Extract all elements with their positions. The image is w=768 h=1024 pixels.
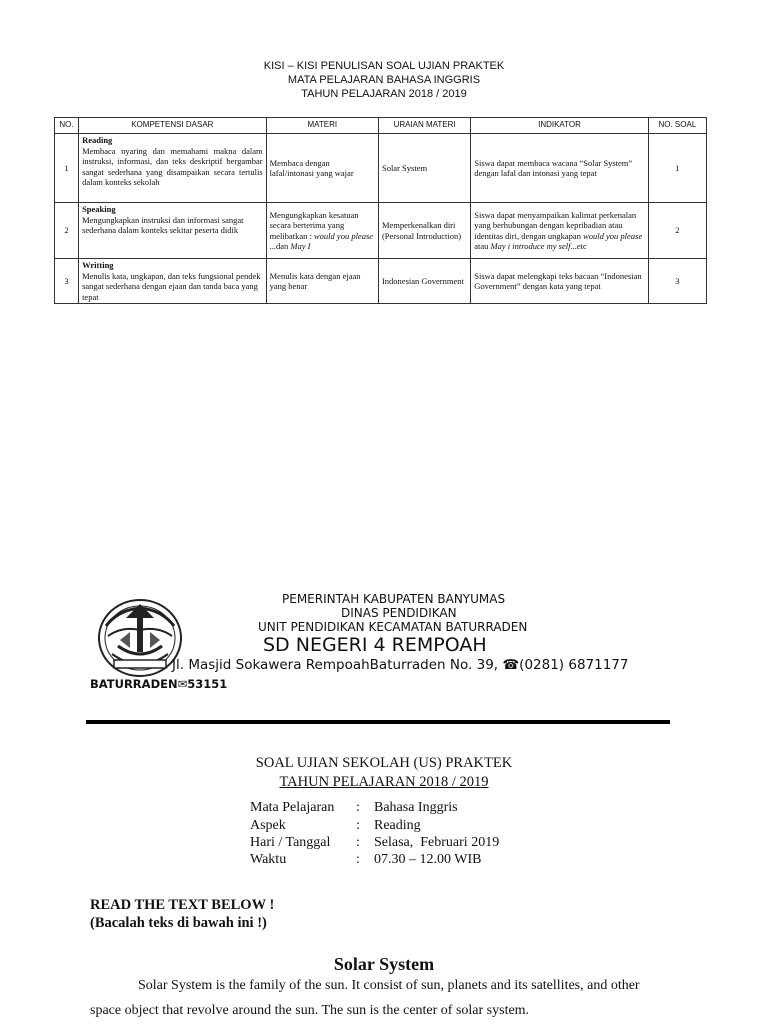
indikator-text-b: atau — [474, 241, 491, 251]
row-uraian: Solar System — [378, 134, 470, 203]
row-materi: Menulis kata dengan ejaan yang benar — [266, 259, 378, 304]
school-name: SD NEGERI 4 REMPOAH — [263, 634, 487, 656]
kisi-header-row — [55, 118, 707, 134]
materi-italic-2: May I — [290, 241, 311, 251]
instruction-english: READ THE TEXT BELOW ! — [90, 897, 275, 913]
row-kompetensi — [79, 134, 267, 203]
col-header-materi: MATERI — [266, 118, 378, 134]
col-header-no-soal: NO. SOAL — [648, 118, 706, 134]
school-address: Jl. Masjid Sokawera RempoahBaturraden No. 39, ☎(0281) 6871177 — [172, 657, 629, 673]
kd-text: Menulis kata, ungkapan, dan teks fungsional pendek sangat sederhana dengan ejaan dan tanda baca yang tepat — [82, 270, 261, 302]
col-header-kompetensi: KOMPETENSI DASAR — [79, 118, 267, 134]
indikator-text-c: ...etc — [570, 241, 587, 251]
meta-sep: : — [356, 835, 360, 850]
row-no-soal: 2 — [648, 203, 706, 259]
letterhead-line1: PEMERINTAH KABUPATEN BANYUMAS — [282, 592, 506, 606]
letterhead-line3: UNIT PENDIDIKAN KECAMATAN BATURRADEN — [258, 620, 528, 634]
col-header-no: NO. — [55, 118, 79, 134]
materi-italic-1: would you please — [314, 230, 374, 241]
kd-title: Writting — [82, 260, 114, 270]
regency-emblem-logo — [96, 596, 184, 680]
reading-title: Solar System — [333, 954, 435, 974]
meta-value: Selasa, Februari 2019 — [374, 835, 500, 850]
meta-row-time — [250, 852, 481, 868]
meta-sep: : — [356, 818, 360, 833]
row-indikator — [471, 203, 649, 259]
col-header-indikator: INDIKATOR — [471, 118, 649, 134]
instruction-indonesian: (Bacalah teks di bawah ini !) — [90, 915, 267, 931]
row-materi: Membaca dengan lafal/intonasi yang wajar — [266, 134, 378, 203]
meta-row-date — [250, 835, 499, 851]
row-materi — [266, 203, 378, 259]
letterhead-divider — [86, 720, 670, 724]
row-uraian: Indonesian Government — [378, 259, 470, 304]
kisi-table — [54, 117, 707, 304]
school-city: BATURRADEN✉53151 — [90, 677, 228, 691]
kisi-title-line2: MATA PELAJARAN BAHASA INGGRIS — [287, 74, 481, 86]
table-row — [55, 259, 707, 304]
kd-text: Membaca nyaring dan memahami makna dalam instruksi, informasi, dan teks deskriptif bergambar sangat sederhana yang disampaikan secara tertulis dalam konteks sekolah — [82, 145, 263, 187]
row-no: 1 — [55, 134, 79, 203]
row-uraian: Memperkenalkan diri (Personal Introduction) — [378, 203, 470, 259]
meta-sep: : — [356, 800, 360, 815]
reading-paragraph-line1: Solar System is the family of the sun. It consist of sun, planets and its satellites, and other — [138, 978, 640, 993]
table-row — [55, 134, 707, 203]
meta-value: Bahasa Inggris — [374, 800, 458, 815]
letterhead-line2: DINAS PENDIDIKAN — [341, 606, 457, 620]
kd-title: Speaking — [82, 204, 116, 214]
materi-text-a: Mengungkapkan kesatuan secara berterima yang melibatkan : — [269, 209, 359, 241]
meta-row-aspect — [250, 818, 421, 834]
kisi-title-line3: TAHUN PELAJARAN 2018 / 2019 — [301, 88, 467, 100]
kd-title: Reading — [82, 135, 113, 145]
indikator-text-a: Siswa dapat menyampaikan kalimat perkenalan yang berhubungan dengan kepribadian atau identitas diri, dengan ungkapan — [474, 209, 637, 241]
meta-key: Mata Pelajaran — [250, 800, 335, 815]
exam-title-line1: SOAL UJIAN SEKOLAH (US) PRAKTEK — [255, 755, 513, 771]
col-header-uraian: URAIAN MATERI — [378, 118, 470, 134]
kisi-title-line1: KISI – KISI PENULISAN SOAL UJIAN PRAKTEK — [263, 60, 505, 72]
row-indikator: Siswa dapat melengkapi teks bacaan “Indonesian Government” dengan kata yang tepat — [471, 259, 649, 304]
indikator-italic-2: May i introduce my self — [490, 241, 571, 251]
table-row — [55, 203, 707, 259]
row-no: 2 — [55, 203, 79, 259]
meta-sep: : — [356, 852, 360, 867]
row-no: 3 — [55, 259, 79, 304]
kd-text: Mengungkapkan instruksi dan informasi sangat sederhana dalam konteks sekitar peserta didik — [82, 214, 244, 235]
row-no-soal: 1 — [648, 134, 706, 203]
row-indikator: Siswa dapat membaca wacana “Solar System” dengan lafal dan intonasi yang tepat — [471, 134, 649, 203]
reading-paragraph-line2: space object that revolve around the sun. The sun is the center of solar system. — [90, 1003, 530, 1018]
materi-text-b: ...dan — [269, 241, 291, 251]
row-no-soal: 3 — [648, 259, 706, 304]
meta-key: Aspek — [250, 818, 286, 833]
row-kompetensi — [79, 259, 267, 304]
meta-key: Hari / Tanggal — [250, 835, 331, 850]
meta-value: 07.30 – 12.00 WIB — [374, 852, 482, 867]
row-kompetensi — [79, 203, 267, 259]
meta-row-subject — [250, 800, 458, 816]
meta-key: Waktu — [250, 852, 287, 867]
indikator-italic-1: would you please — [583, 230, 643, 241]
exam-title-line2: TAHUN PELAJARAN 2018 / 2019 — [279, 774, 489, 790]
meta-value: Reading — [374, 818, 421, 833]
